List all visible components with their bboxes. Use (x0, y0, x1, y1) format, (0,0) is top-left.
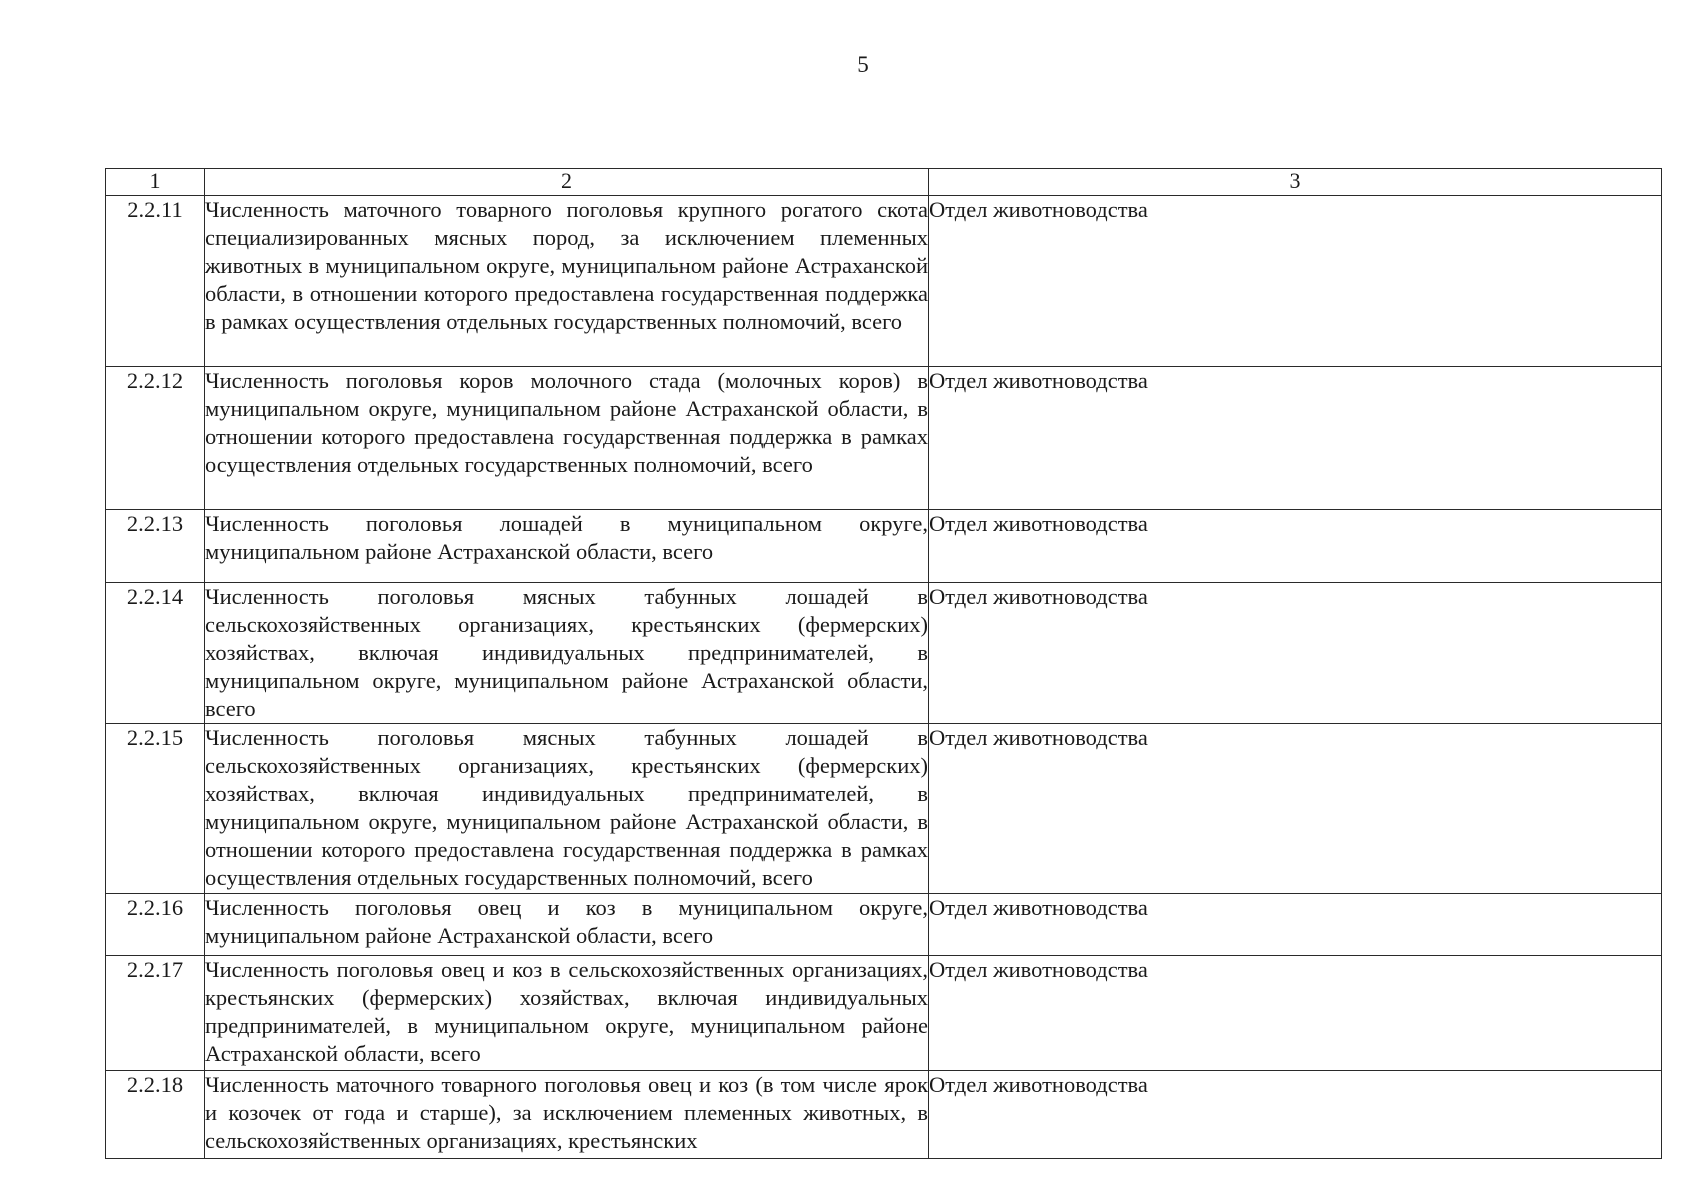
responsible-department: Отдел животноводства (929, 367, 1662, 510)
column-header-3: 3 (929, 169, 1662, 196)
column-header-2: 2 (205, 169, 929, 196)
responsible-department: Отдел животноводства (929, 724, 1662, 894)
indicator-table (105, 168, 1662, 1159)
row-number: 2.2.13 (106, 510, 205, 583)
row-number: 2.2.14 (106, 583, 205, 724)
table-row (106, 367, 1662, 510)
responsible-department: Отдел животноводства (929, 583, 1662, 724)
responsible-department: Отдел животноводства (929, 894, 1662, 956)
indicator-description: Численность поголовья овец и коз в сельскохозяйственных организациях, крестьянских (фермерских) хозяйствах, включая индивидуальных предпринимателей, в муниципальном округе, муниципальном районе Астраханской области, всего (205, 956, 929, 1071)
indicator-description: Численность маточного товарного поголовья крупного рогатого скота специализированных мясных пород, за исключением племенных животных в муниципальном округе, муниципальном районе Астраханской области, в отношении которого предоставлена государственная поддержка в рамках осуществления отдельных государственных полномочий, всего (205, 196, 929, 367)
row-number: 2.2.17 (106, 956, 205, 1071)
page-number: 5 (857, 52, 869, 77)
indicator-description: Численность поголовья мясных табунных лошадей в сельскохозяйственных организациях, крестьянских (фермерских) хозяйствах, включая индивидуальных предпринимателей, в муниципальном округе, муниципальном районе Астраханской области, всего (205, 583, 929, 724)
indicator-description: Численность поголовья овец и коз в муниципальном округе, муниципальном районе Астраханской области, всего (205, 894, 929, 956)
table-row (106, 583, 1662, 724)
responsible-department: Отдел животноводства (929, 1071, 1662, 1159)
table-row (106, 196, 1662, 367)
table-row (106, 724, 1662, 894)
table-header-row (106, 169, 1662, 196)
row-number: 2.2.16 (106, 894, 205, 956)
indicator-description: Численность маточного товарного поголовья овец и коз (в том числе ярок и козочек от года и старше), за исключением племенных животных, в сельскохозяйственных организациях, крестьянских (205, 1071, 929, 1159)
indicator-description: Численность поголовья лошадей в муниципальном округе, муниципальном районе Астраханской области, всего (205, 510, 929, 583)
row-number: 2.2.12 (106, 367, 205, 510)
responsible-department: Отдел животноводства (929, 956, 1662, 1071)
responsible-department: Отдел животноводства (929, 196, 1662, 367)
table-row (106, 956, 1662, 1071)
responsible-department: Отдел животноводства (929, 510, 1662, 583)
indicator-description: Численность поголовья коров молочного стада (молочных коров) в муниципальном округе, муниципальном районе Астраханской области, в отношении которого предоставлена государственная поддержка в рамках осуществления отдельных государственных полномочий, всего (205, 367, 929, 510)
table-row (106, 894, 1662, 956)
indicator-description: Численность поголовья мясных табунных лошадей в сельскохозяйственных организациях, крестьянских (фермерских) хозяйствах, включая индивидуальных предпринимателей, в муниципальном округе, муниципальном районе Астраханской области, в отношении которого предоставлена государственная поддержка в рамках осуществления отдельных государственных полномочий, всего (205, 724, 929, 894)
row-number: 2.2.18 (106, 1071, 205, 1159)
row-number: 2.2.11 (106, 196, 205, 367)
table-row (106, 510, 1662, 583)
table-row (106, 1071, 1662, 1159)
row-number: 2.2.15 (106, 724, 205, 894)
column-header-1: 1 (106, 169, 205, 196)
